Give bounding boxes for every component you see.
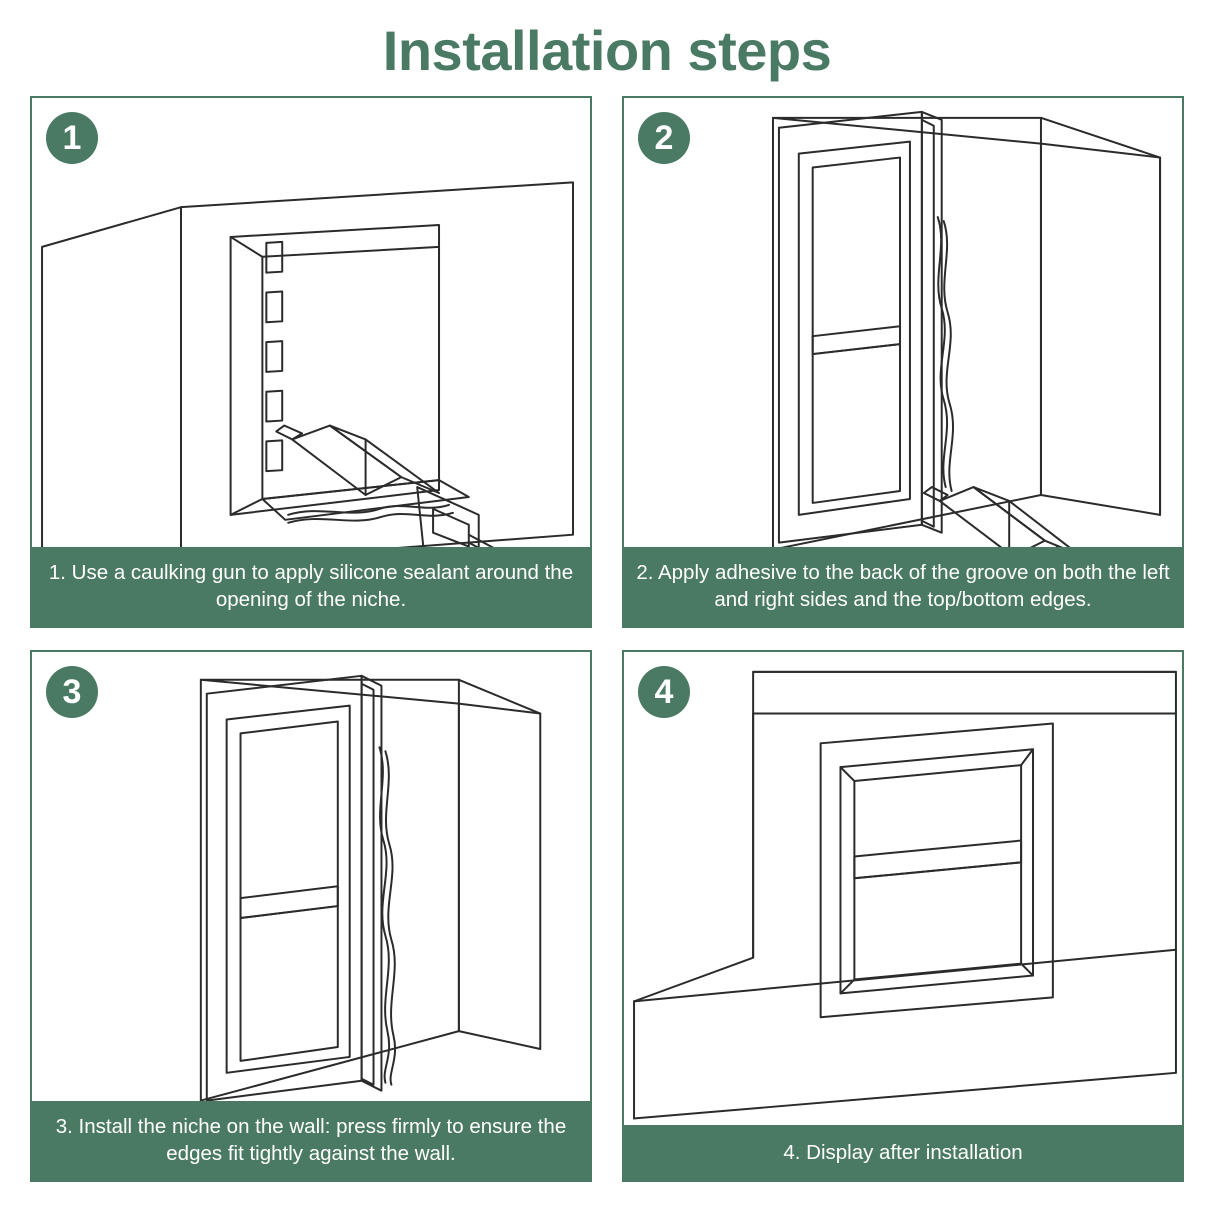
step-number-badge-1: 1 [46,112,98,164]
step-caption-1: 1. Use a caulking gun to apply silicone sealant around the opening of the niche. [32,547,590,626]
step-caption-3: 3. Install the niche on the wall: press firmly to ensure the edges fit tightly against the wall. [32,1101,590,1180]
step-number-badge-4: 4 [638,666,690,718]
step-panel-1 [30,96,592,628]
step-panel-4 [622,650,1184,1182]
step-panel-2 [622,96,1184,628]
step-number-badge-2: 2 [638,112,690,164]
page-title: Installation steps [382,19,832,82]
step-panel-3 [30,650,592,1182]
step-illustration-4 [624,652,1182,1180]
step-caption-4: 4. Display after installation [624,1125,1182,1180]
step-caption-2: 2. Apply adhesive to the back of the groove on both the left and right sides and the top/bottom edges. [624,547,1182,626]
steps-grid [30,96,1184,1182]
step-number-badge-3: 3 [46,666,98,718]
